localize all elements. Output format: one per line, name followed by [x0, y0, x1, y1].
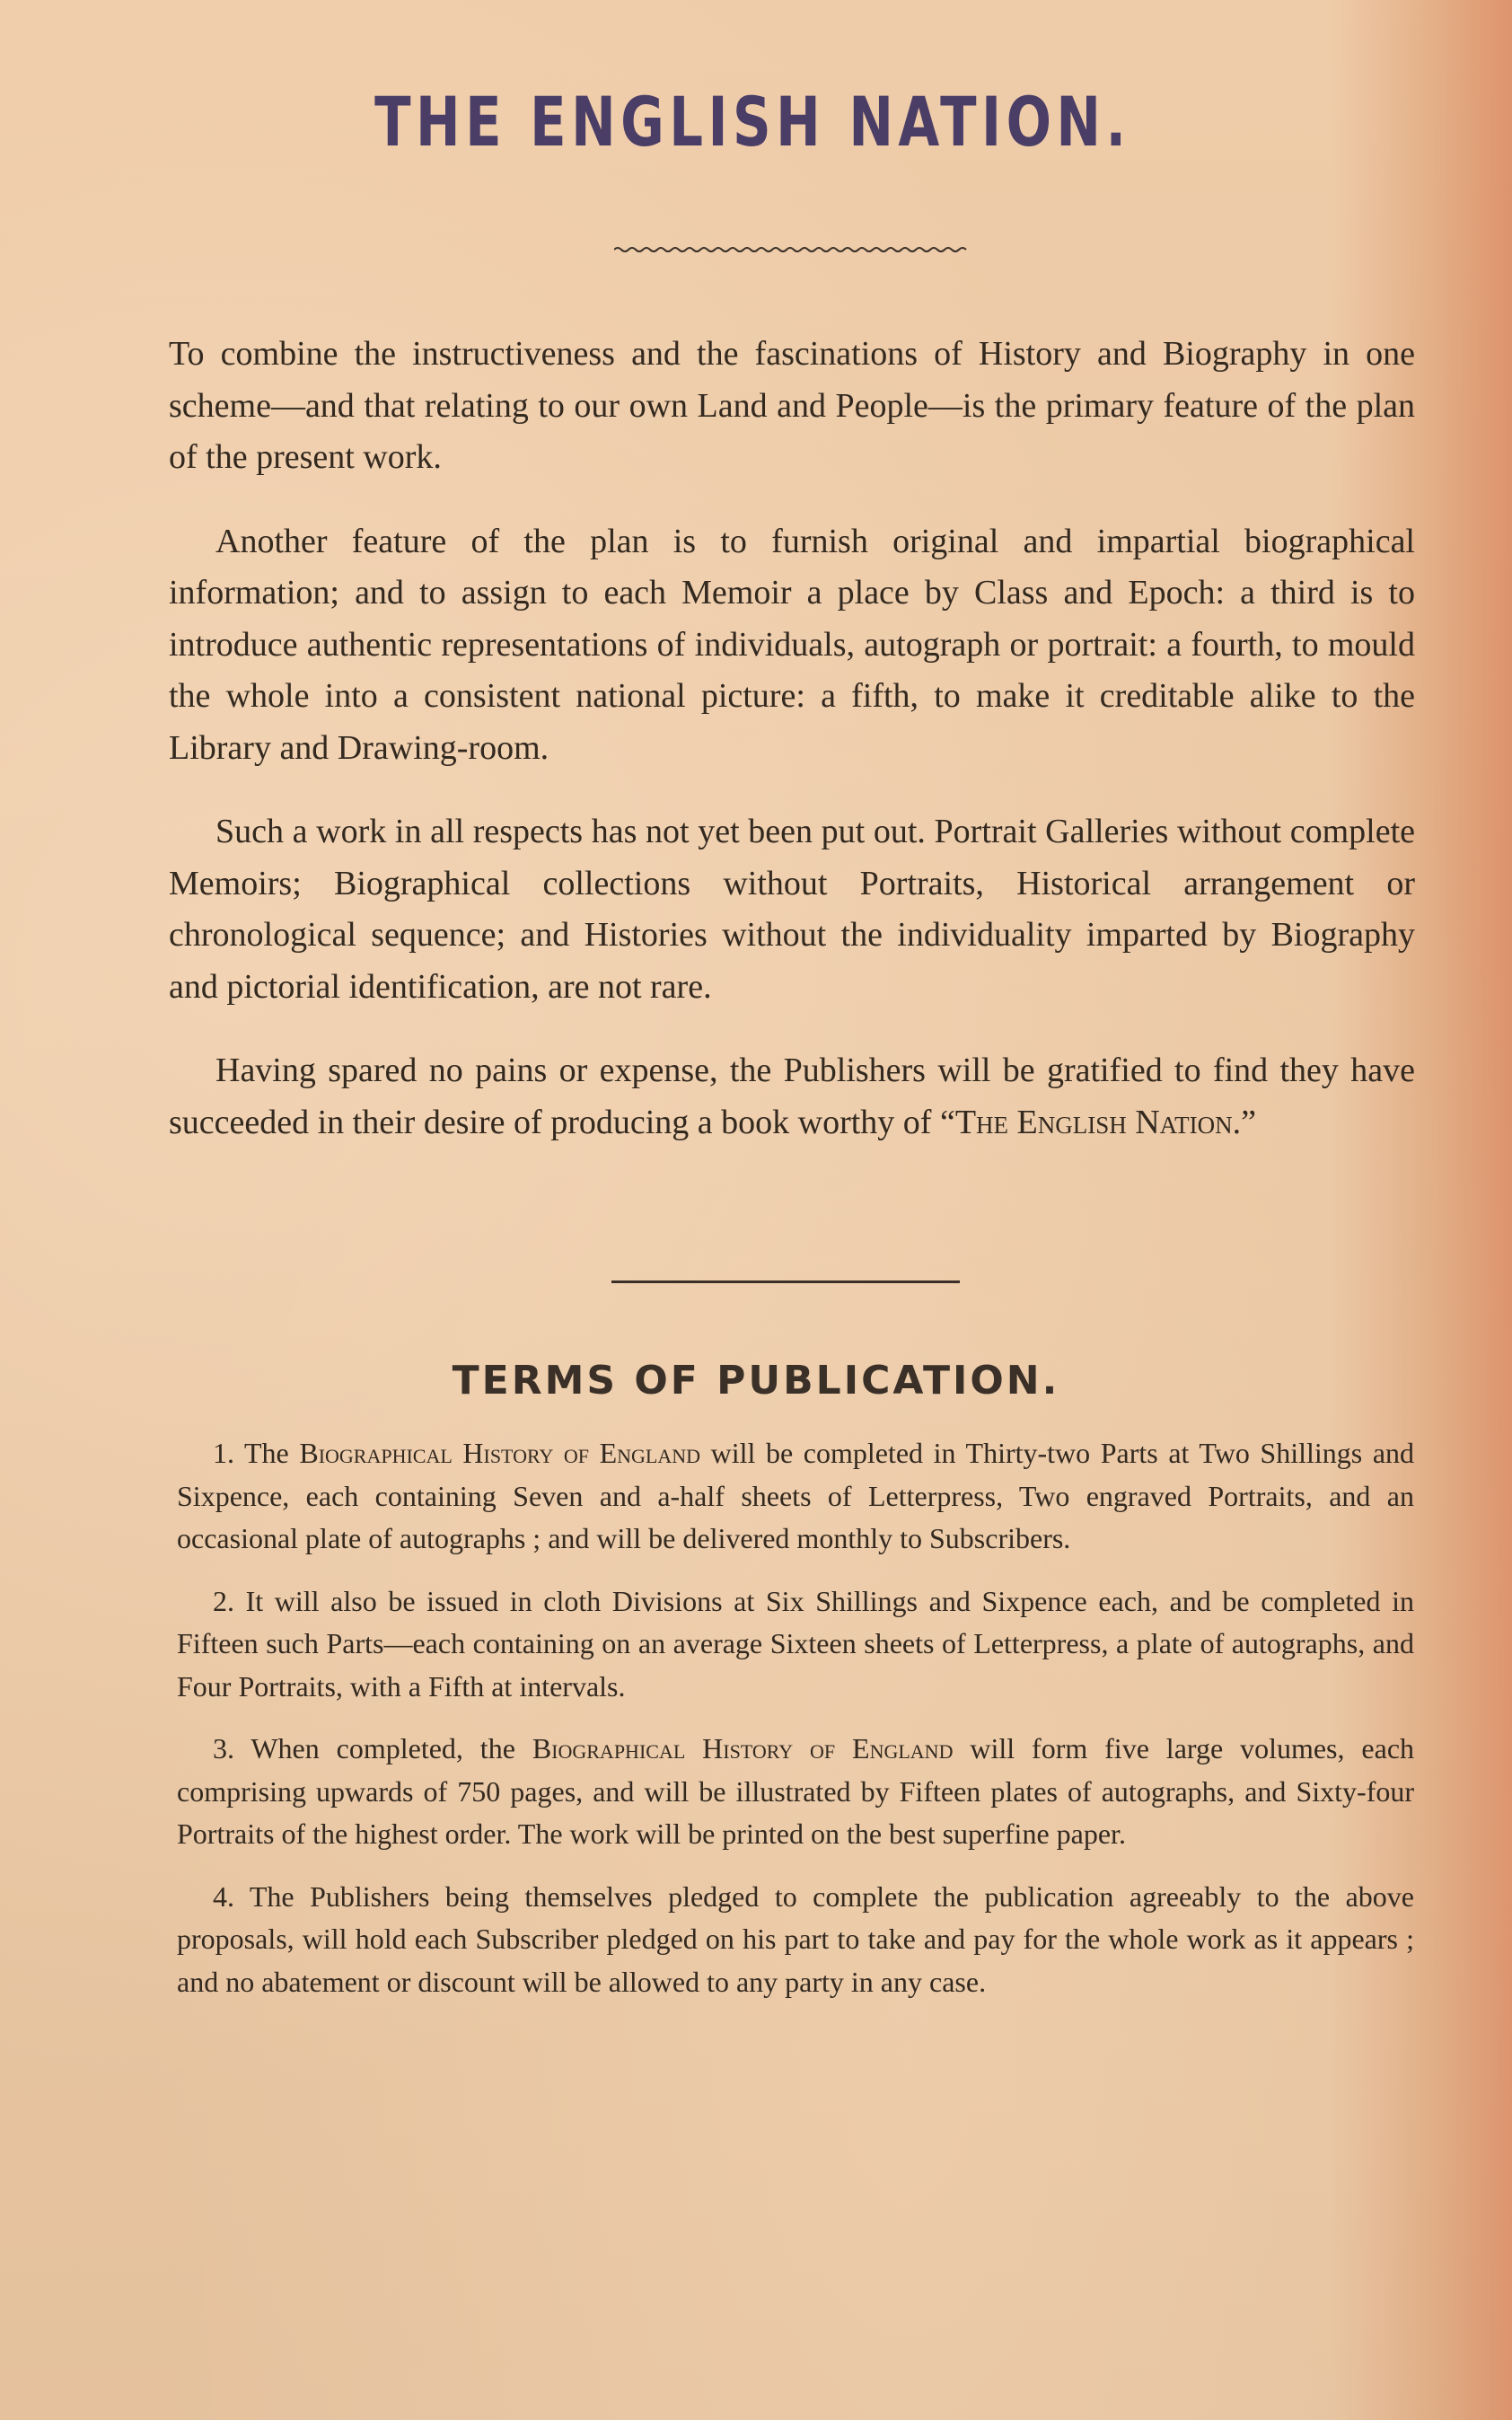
terms-heading: TERMS OF PUBLICATION.	[452, 1358, 1060, 1404]
section-divider	[611, 1280, 960, 1283]
terms-item-3	[177, 1728, 1414, 1856]
intro-paragraph-2: Another feature of the plan is to furnish original and impartial biographical information; and to assign to each Memoir a place by Class and Epoch: a third is to introduce authentic representations of individuals, autograph or portrait: a fourth, to mould the whole into a consistent national picture: a fifth, to make it creditable alike to the Library and Drawing-room.	[169, 522, 1415, 767]
intro-paragraph-4	[169, 1045, 1415, 1148]
decorative-wavy-rule	[614, 244, 968, 255]
intro-paragraph-4-end: .”	[1232, 1103, 1257, 1141]
terms-item-3-number: 3. When completed, the	[213, 1732, 532, 1764]
terms-item-1	[177, 1432, 1414, 1561]
intro-paragraph-3: Such a work in all respects has not yet been put out. Portrait Galleries without complete Memoirs; Biographical collections without Portraits, Historical arrangement or chronological sequence; and Histories without the individuality imparted by Biography and pictorial identification, are not rare.	[169, 813, 1415, 1006]
terms-list	[177, 1432, 1414, 2023]
intro-text	[169, 329, 1415, 1181]
terms-item-3-text: will form five large volumes, each comprising upwards of 750 pages, and will be illustrated by Fifteen plates of autographs, and Sixty-four Portraits of the highest order. The work will be printed on the best superfine paper.	[177, 1732, 1415, 1850]
intro-paragraph-4-text: Having spared no pains or expense, the Publishers will be gratified to find they have succeeded in their desire of producing a book worthy of “	[169, 1052, 1415, 1141]
terms-item-4: 4. The Publishers being themselves pledged to complete the publication agreeably to the above proposals, will hold each Subscriber pledged on his part to take and pay for the whole work as it appears ; and no abatement or discount will be allowed to any party in any case.	[177, 1879, 1414, 1998]
terms-item-2: 2. It will also be issued in cloth Divisions at Six Shillings and Sixpence each, and be completed in Fifteen such Parts—each containing on an average Sixteen sheets of Letterpress, a plate of autographs, and Four Portraits, with a Fifth at intervals.	[177, 1584, 1414, 1703]
page-title: THE ENGLISH NATION.	[374, 82, 1131, 162]
intro-paragraph-1: To combine the instructiveness and the fascinations of History and Biography in one scheme—and that relating to our own Land and People—is the primary feature of the plan of the present work.	[169, 335, 1415, 476]
work-title-smallcaps: The English Nation	[954, 1103, 1233, 1141]
terms-item-1-number: 1. The	[213, 1437, 300, 1469]
terms-item-1-text: will be completed in Thirty-two Parts at Two Shillings and Sixpence, each containing Seven and a-half sheets of Letterpress, Two engraved Portraits, and an occasional plate of autographs ; and will be delivered monthly to Subscribers.	[177, 1437, 1415, 1554]
terms-item-1-title: Biographical History of England	[299, 1437, 701, 1469]
terms-item-3-title: Biographical History of England	[532, 1732, 954, 1764]
